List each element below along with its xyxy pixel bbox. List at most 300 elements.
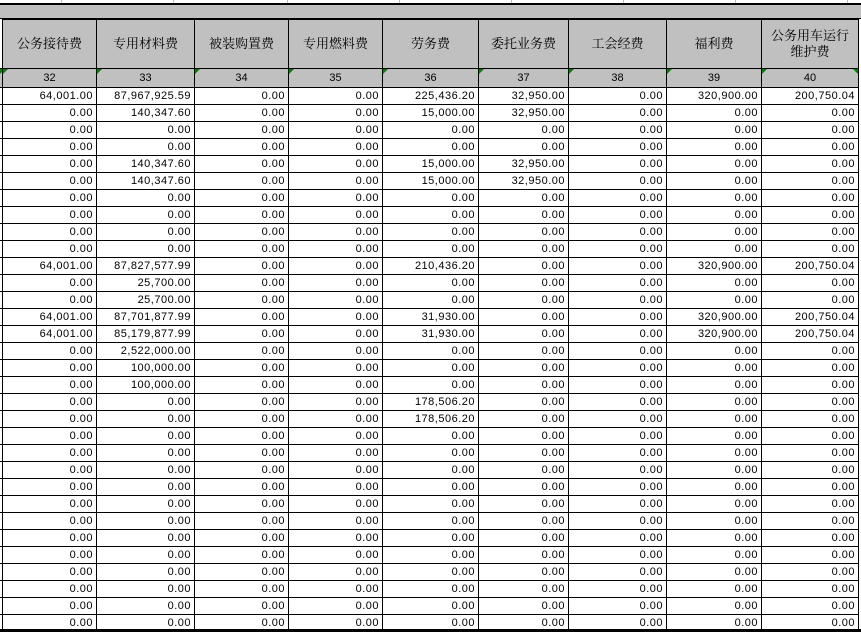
column-code-cell-40[interactable]: 40: [762, 69, 859, 88]
cell-r10-c38[interactable]: 0.00: [569, 241, 667, 258]
cell-r22-c36[interactable]: 0.00: [383, 445, 479, 462]
cell-r8-c34[interactable]: 0.00: [195, 207, 289, 224]
cell-r14-c34[interactable]: 0.00: [195, 309, 289, 326]
cell-r6-c32[interactable]: 0.00: [3, 173, 97, 190]
cell-r8-c38[interactable]: 0.00: [569, 207, 667, 224]
cell-r22-c38[interactable]: 0.00: [569, 445, 667, 462]
cell-r5-c35[interactable]: 0.00: [289, 156, 383, 173]
cell-r18-c40[interactable]: 0.00: [762, 377, 859, 394]
cell-r22-c35[interactable]: 0.00: [289, 445, 383, 462]
cell-r24-c32[interactable]: 0.00: [3, 479, 97, 496]
cell-r10-c32[interactable]: 0.00: [3, 241, 97, 258]
cell-r28-c32[interactable]: 0.00: [3, 547, 97, 564]
cell-r16-c33[interactable]: 2,522,000.00: [97, 343, 195, 360]
cell-r26-c35[interactable]: 0.00: [289, 513, 383, 530]
cell-r18-c37[interactable]: 0.00: [479, 377, 569, 394]
cell-r19-c34[interactable]: 0.00: [195, 394, 289, 411]
cell-r9-c35[interactable]: 0.00: [289, 224, 383, 241]
cell-r27-c32[interactable]: 0.00: [3, 530, 97, 547]
cell-r4-c38[interactable]: 0.00: [569, 139, 667, 156]
cell-r24-c38[interactable]: 0.00: [569, 479, 667, 496]
cell-r2-c40[interactable]: 0.00: [762, 105, 859, 122]
column-code-cell-38[interactable]: 38: [569, 69, 667, 88]
cell-r21-c36[interactable]: 0.00: [383, 428, 479, 445]
cell-r25-c32[interactable]: 0.00: [3, 496, 97, 513]
cell-r20-c39[interactable]: 0.00: [667, 411, 762, 428]
cell-r25-c36[interactable]: 0.00: [383, 496, 479, 513]
cell-r29-c34[interactable]: 0.00: [195, 564, 289, 581]
cell-r28-c34[interactable]: 0.00: [195, 547, 289, 564]
cell-r2-c32[interactable]: 0.00: [3, 105, 97, 122]
cell-r17-c36[interactable]: 0.00: [383, 360, 479, 377]
cell-r21-c35[interactable]: 0.00: [289, 428, 383, 445]
cell-r32-c40[interactable]: 0.00: [762, 615, 859, 632]
cell-r14-c39[interactable]: 320,900.00: [667, 309, 762, 326]
cell-r13-c35[interactable]: 0.00: [289, 292, 383, 309]
cell-r9-c32[interactable]: 0.00: [3, 224, 97, 241]
cell-r21-c32[interactable]: 0.00: [3, 428, 97, 445]
cell-r17-c40[interactable]: 0.00: [762, 360, 859, 377]
cell-r1-c40[interactable]: 200,750.04: [762, 88, 859, 105]
cell-r9-c39[interactable]: 0.00: [667, 224, 762, 241]
cell-r16-c38[interactable]: 0.00: [569, 343, 667, 360]
cell-r16-c35[interactable]: 0.00: [289, 343, 383, 360]
cell-r6-c39[interactable]: 0.00: [667, 173, 762, 190]
cell-r14-c32[interactable]: 64,001.00: [3, 309, 97, 326]
cell-r21-c37[interactable]: 0.00: [479, 428, 569, 445]
cell-r15-c39[interactable]: 320,900.00: [667, 326, 762, 343]
cell-r30-c32[interactable]: 0.00: [3, 581, 97, 598]
cell-r7-c34[interactable]: 0.00: [195, 190, 289, 207]
cell-r5-c33[interactable]: 140,347.60: [97, 156, 195, 173]
column-header-36[interactable]: 劳务费: [383, 19, 479, 69]
cell-r21-c38[interactable]: 0.00: [569, 428, 667, 445]
cell-r10-c35[interactable]: 0.00: [289, 241, 383, 258]
cell-r2-c33[interactable]: 140,347.60: [97, 105, 195, 122]
cell-r13-c38[interactable]: 0.00: [569, 292, 667, 309]
cell-r24-c33[interactable]: 0.00: [97, 479, 195, 496]
cell-r6-c37[interactable]: 32,950.00: [479, 173, 569, 190]
cell-r10-c39[interactable]: 0.00: [667, 241, 762, 258]
column-header-39[interactable]: 福利费: [667, 19, 762, 69]
cell-r32-c37[interactable]: 0.00: [479, 615, 569, 632]
cell-r19-c35[interactable]: 0.00: [289, 394, 383, 411]
cell-r18-c34[interactable]: 0.00: [195, 377, 289, 394]
cell-r7-c38[interactable]: 0.00: [569, 190, 667, 207]
cell-r17-c32[interactable]: 0.00: [3, 360, 97, 377]
cell-r30-c37[interactable]: 0.00: [479, 581, 569, 598]
column-header-32[interactable]: 公务接待费: [3, 19, 97, 69]
cell-r12-c34[interactable]: 0.00: [195, 275, 289, 292]
cell-r23-c36[interactable]: 0.00: [383, 462, 479, 479]
cell-r1-c37[interactable]: 32,950.00: [479, 88, 569, 105]
cell-r22-c32[interactable]: 0.00: [3, 445, 97, 462]
cell-r10-c33[interactable]: 0.00: [97, 241, 195, 258]
cell-r1-c35[interactable]: 0.00: [289, 88, 383, 105]
cell-r5-c37[interactable]: 32,950.00: [479, 156, 569, 173]
cell-r6-c36[interactable]: 15,000.00: [383, 173, 479, 190]
cell-r11-c32[interactable]: 64,001.00: [3, 258, 97, 275]
cell-r32-c32[interactable]: 0.00: [3, 615, 97, 632]
cell-r13-c33[interactable]: 25,700.00: [97, 292, 195, 309]
cell-r5-c38[interactable]: 0.00: [569, 156, 667, 173]
cell-r4-c39[interactable]: 0.00: [667, 139, 762, 156]
cell-r28-c38[interactable]: 0.00: [569, 547, 667, 564]
cell-r20-c35[interactable]: 0.00: [289, 411, 383, 428]
cell-r5-c40[interactable]: 0.00: [762, 156, 859, 173]
cell-r20-c40[interactable]: 0.00: [762, 411, 859, 428]
column-header-33[interactable]: 专用材料费: [97, 19, 195, 69]
cell-r28-c33[interactable]: 0.00: [97, 547, 195, 564]
cell-r10-c34[interactable]: 0.00: [195, 241, 289, 258]
cell-r19-c32[interactable]: 0.00: [3, 394, 97, 411]
column-code-cell-35[interactable]: 35: [289, 69, 383, 88]
cell-r20-c37[interactable]: 0.00: [479, 411, 569, 428]
cell-r22-c40[interactable]: 0.00: [762, 445, 859, 462]
column-code-cell-36[interactable]: 36: [383, 69, 479, 88]
cell-r11-c36[interactable]: 210,436.20: [383, 258, 479, 275]
cell-r3-c35[interactable]: 0.00: [289, 122, 383, 139]
cell-r30-c36[interactable]: 0.00: [383, 581, 479, 598]
cell-r1-c32[interactable]: 64,001.00: [3, 88, 97, 105]
cell-r31-c37[interactable]: 0.00: [479, 598, 569, 615]
cell-r24-c39[interactable]: 0.00: [667, 479, 762, 496]
cell-r17-c35[interactable]: 0.00: [289, 360, 383, 377]
cell-r5-c34[interactable]: 0.00: [195, 156, 289, 173]
cell-r12-c35[interactable]: 0.00: [289, 275, 383, 292]
cell-r11-c33[interactable]: 87,827,577.99: [97, 258, 195, 275]
cell-r25-c35[interactable]: 0.00: [289, 496, 383, 513]
cell-r12-c33[interactable]: 25,700.00: [97, 275, 195, 292]
cell-r26-c34[interactable]: 0.00: [195, 513, 289, 530]
cell-r26-c37[interactable]: 0.00: [479, 513, 569, 530]
cell-r23-c37[interactable]: 0.00: [479, 462, 569, 479]
cell-r28-c39[interactable]: 0.00: [667, 547, 762, 564]
cell-r3-c36[interactable]: 0.00: [383, 122, 479, 139]
cell-r11-c38[interactable]: 0.00: [569, 258, 667, 275]
cell-r21-c39[interactable]: 0.00: [667, 428, 762, 445]
cell-r1-c34[interactable]: 0.00: [195, 88, 289, 105]
cell-r17-c37[interactable]: 0.00: [479, 360, 569, 377]
cell-r4-c37[interactable]: 0.00: [479, 139, 569, 156]
cell-r31-c33[interactable]: 0.00: [97, 598, 195, 615]
cell-r24-c35[interactable]: 0.00: [289, 479, 383, 496]
cell-r1-c38[interactable]: 0.00: [569, 88, 667, 105]
cell-r26-c33[interactable]: 0.00: [97, 513, 195, 530]
cell-r32-c36[interactable]: 0.00: [383, 615, 479, 632]
cell-r30-c33[interactable]: 0.00: [97, 581, 195, 598]
cell-r9-c34[interactable]: 0.00: [195, 224, 289, 241]
cell-r15-c34[interactable]: 0.00: [195, 326, 289, 343]
cell-r9-c33[interactable]: 0.00: [97, 224, 195, 241]
cell-r11-c34[interactable]: 0.00: [195, 258, 289, 275]
column-code-cell-33[interactable]: 33: [97, 69, 195, 88]
cell-r17-c39[interactable]: 0.00: [667, 360, 762, 377]
cell-r29-c37[interactable]: 0.00: [479, 564, 569, 581]
cell-r26-c36[interactable]: 0.00: [383, 513, 479, 530]
cell-r7-c40[interactable]: 0.00: [762, 190, 859, 207]
cell-r15-c33[interactable]: 85,179,877.99: [97, 326, 195, 343]
cell-r32-c34[interactable]: 0.00: [195, 615, 289, 632]
cell-r10-c36[interactable]: 0.00: [383, 241, 479, 258]
cell-r23-c33[interactable]: 0.00: [97, 462, 195, 479]
cell-r27-c38[interactable]: 0.00: [569, 530, 667, 547]
cell-r28-c40[interactable]: 0.00: [762, 547, 859, 564]
cell-r20-c34[interactable]: 0.00: [195, 411, 289, 428]
cell-r2-c36[interactable]: 15,000.00: [383, 105, 479, 122]
cell-r8-c36[interactable]: 0.00: [383, 207, 479, 224]
cell-r15-c38[interactable]: 0.00: [569, 326, 667, 343]
cell-r32-c39[interactable]: 0.00: [667, 615, 762, 632]
cell-r6-c33[interactable]: 140,347.60: [97, 173, 195, 190]
cell-r30-c39[interactable]: 0.00: [667, 581, 762, 598]
cell-r7-c32[interactable]: 0.00: [3, 190, 97, 207]
cell-r20-c36[interactable]: 178,506.20: [383, 411, 479, 428]
cell-r23-c38[interactable]: 0.00: [569, 462, 667, 479]
cell-r8-c37[interactable]: 0.00: [479, 207, 569, 224]
cell-r23-c35[interactable]: 0.00: [289, 462, 383, 479]
cell-r12-c38[interactable]: 0.00: [569, 275, 667, 292]
cell-r19-c40[interactable]: 0.00: [762, 394, 859, 411]
cell-r28-c35[interactable]: 0.00: [289, 547, 383, 564]
cell-r6-c38[interactable]: 0.00: [569, 173, 667, 190]
cell-r12-c40[interactable]: 0.00: [762, 275, 859, 292]
cell-r11-c37[interactable]: 0.00: [479, 258, 569, 275]
cell-r23-c34[interactable]: 0.00: [195, 462, 289, 479]
cell-r7-c39[interactable]: 0.00: [667, 190, 762, 207]
cell-r5-c39[interactable]: 0.00: [667, 156, 762, 173]
cell-r9-c37[interactable]: 0.00: [479, 224, 569, 241]
column-code-cell-39[interactable]: 39: [667, 69, 762, 88]
cell-r30-c35[interactable]: 0.00: [289, 581, 383, 598]
cell-r29-c33[interactable]: 0.00: [97, 564, 195, 581]
cell-r13-c34[interactable]: 0.00: [195, 292, 289, 309]
column-code-cell-34[interactable]: 34: [195, 69, 289, 88]
cell-r19-c36[interactable]: 178,506.20: [383, 394, 479, 411]
cell-r12-c37[interactable]: 0.00: [479, 275, 569, 292]
column-header-35[interactable]: 专用燃料费: [289, 19, 383, 69]
cell-r22-c34[interactable]: 0.00: [195, 445, 289, 462]
cell-r30-c34[interactable]: 0.00: [195, 581, 289, 598]
cell-r16-c34[interactable]: 0.00: [195, 343, 289, 360]
cell-r25-c39[interactable]: 0.00: [667, 496, 762, 513]
cell-r6-c35[interactable]: 0.00: [289, 173, 383, 190]
cell-r25-c34[interactable]: 0.00: [195, 496, 289, 513]
cell-r19-c38[interactable]: 0.00: [569, 394, 667, 411]
cell-r9-c40[interactable]: 0.00: [762, 224, 859, 241]
cell-r31-c34[interactable]: 0.00: [195, 598, 289, 615]
cell-r14-c38[interactable]: 0.00: [569, 309, 667, 326]
cell-r6-c40[interactable]: 0.00: [762, 173, 859, 190]
cell-r24-c40[interactable]: 0.00: [762, 479, 859, 496]
cell-r14-c37[interactable]: 0.00: [479, 309, 569, 326]
cell-r11-c40[interactable]: 200,750.04: [762, 258, 859, 275]
cell-r18-c39[interactable]: 0.00: [667, 377, 762, 394]
cell-r3-c40[interactable]: 0.00: [762, 122, 859, 139]
cell-r31-c32[interactable]: 0.00: [3, 598, 97, 615]
cell-r13-c32[interactable]: 0.00: [3, 292, 97, 309]
cell-r13-c39[interactable]: 0.00: [667, 292, 762, 309]
cell-r20-c33[interactable]: 0.00: [97, 411, 195, 428]
cell-r8-c40[interactable]: 0.00: [762, 207, 859, 224]
cell-r11-c39[interactable]: 320,900.00: [667, 258, 762, 275]
cell-r21-c33[interactable]: 0.00: [97, 428, 195, 445]
cell-r24-c34[interactable]: 0.00: [195, 479, 289, 496]
column-header-40[interactable]: 公务用车运行维护费: [762, 19, 859, 69]
cell-r31-c39[interactable]: 0.00: [667, 598, 762, 615]
cell-r16-c40[interactable]: 0.00: [762, 343, 859, 360]
cell-r23-c32[interactable]: 0.00: [3, 462, 97, 479]
cell-r27-c39[interactable]: 0.00: [667, 530, 762, 547]
cell-r25-c37[interactable]: 0.00: [479, 496, 569, 513]
cell-r3-c33[interactable]: 0.00: [97, 122, 195, 139]
cell-r18-c33[interactable]: 100,000.00: [97, 377, 195, 394]
cell-r25-c33[interactable]: 0.00: [97, 496, 195, 513]
cell-r12-c36[interactable]: 0.00: [383, 275, 479, 292]
cell-r3-c34[interactable]: 0.00: [195, 122, 289, 139]
column-code-cell-37[interactable]: 37: [479, 69, 569, 88]
cell-r19-c37[interactable]: 0.00: [479, 394, 569, 411]
cell-r12-c32[interactable]: 0.00: [3, 275, 97, 292]
cell-r17-c38[interactable]: 0.00: [569, 360, 667, 377]
cell-r31-c40[interactable]: 0.00: [762, 598, 859, 615]
cell-r9-c38[interactable]: 0.00: [569, 224, 667, 241]
cell-r24-c36[interactable]: 0.00: [383, 479, 479, 496]
cell-r18-c35[interactable]: 0.00: [289, 377, 383, 394]
cell-r27-c34[interactable]: 0.00: [195, 530, 289, 547]
cell-r9-c36[interactable]: 0.00: [383, 224, 479, 241]
cell-r22-c37[interactable]: 0.00: [479, 445, 569, 462]
cell-r31-c38[interactable]: 0.00: [569, 598, 667, 615]
cell-r8-c39[interactable]: 0.00: [667, 207, 762, 224]
cell-r29-c32[interactable]: 0.00: [3, 564, 97, 581]
cell-r12-c39[interactable]: 0.00: [667, 275, 762, 292]
cell-r15-c37[interactable]: 0.00: [479, 326, 569, 343]
cell-r29-c39[interactable]: 0.00: [667, 564, 762, 581]
cell-r18-c36[interactable]: 0.00: [383, 377, 479, 394]
cell-r2-c35[interactable]: 0.00: [289, 105, 383, 122]
cell-r23-c40[interactable]: 0.00: [762, 462, 859, 479]
cell-r23-c39[interactable]: 0.00: [667, 462, 762, 479]
cell-r2-c34[interactable]: 0.00: [195, 105, 289, 122]
cell-r8-c32[interactable]: 0.00: [3, 207, 97, 224]
cell-r10-c37[interactable]: 0.00: [479, 241, 569, 258]
cell-r14-c40[interactable]: 200,750.04: [762, 309, 859, 326]
column-header-37[interactable]: 委托业务费: [479, 19, 569, 69]
cell-r25-c40[interactable]: 0.00: [762, 496, 859, 513]
cell-r17-c34[interactable]: 0.00: [195, 360, 289, 377]
cell-r7-c36[interactable]: 0.00: [383, 190, 479, 207]
cell-r7-c35[interactable]: 0.00: [289, 190, 383, 207]
cell-r26-c32[interactable]: 0.00: [3, 513, 97, 530]
cell-r1-c39[interactable]: 320,900.00: [667, 88, 762, 105]
cell-r8-c35[interactable]: 0.00: [289, 207, 383, 224]
cell-r27-c36[interactable]: 0.00: [383, 530, 479, 547]
cell-r16-c39[interactable]: 0.00: [667, 343, 762, 360]
cell-r18-c38[interactable]: 0.00: [569, 377, 667, 394]
cell-r3-c37[interactable]: 0.00: [479, 122, 569, 139]
cell-r13-c37[interactable]: 0.00: [479, 292, 569, 309]
cell-r20-c38[interactable]: 0.00: [569, 411, 667, 428]
cell-r22-c39[interactable]: 0.00: [667, 445, 762, 462]
cell-r26-c38[interactable]: 0.00: [569, 513, 667, 530]
cell-r4-c34[interactable]: 0.00: [195, 139, 289, 156]
cell-r16-c37[interactable]: 0.00: [479, 343, 569, 360]
cell-r8-c33[interactable]: 0.00: [97, 207, 195, 224]
cell-r28-c36[interactable]: 0.00: [383, 547, 479, 564]
cell-r28-c37[interactable]: 0.00: [479, 547, 569, 564]
cell-r2-c38[interactable]: 0.00: [569, 105, 667, 122]
cell-r3-c32[interactable]: 0.00: [3, 122, 97, 139]
cell-r18-c32[interactable]: 0.00: [3, 377, 97, 394]
cell-r7-c33[interactable]: 0.00: [97, 190, 195, 207]
cell-r3-c39[interactable]: 0.00: [667, 122, 762, 139]
cell-r31-c36[interactable]: 0.00: [383, 598, 479, 615]
cell-r4-c35[interactable]: 0.00: [289, 139, 383, 156]
cell-r27-c40[interactable]: 0.00: [762, 530, 859, 547]
cell-r27-c33[interactable]: 0.00: [97, 530, 195, 547]
cell-r2-c39[interactable]: 0.00: [667, 105, 762, 122]
cell-r4-c36[interactable]: 0.00: [383, 139, 479, 156]
cell-r3-c38[interactable]: 0.00: [569, 122, 667, 139]
cell-r26-c39[interactable]: 0.00: [667, 513, 762, 530]
cell-r16-c32[interactable]: 0.00: [3, 343, 97, 360]
cell-r32-c33[interactable]: 0.00: [97, 615, 195, 632]
cell-r25-c38[interactable]: 0.00: [569, 496, 667, 513]
cell-r24-c37[interactable]: 0.00: [479, 479, 569, 496]
merged-gray-band-row[interactable]: [0, 3, 861, 19]
column-header-38[interactable]: 工会经费: [569, 19, 667, 69]
column-header-34[interactable]: 被装购置费: [195, 19, 289, 69]
cell-r4-c33[interactable]: 0.00: [97, 139, 195, 156]
cell-r5-c36[interactable]: 15,000.00: [383, 156, 479, 173]
cell-r1-c36[interactable]: 225,436.20: [383, 88, 479, 105]
cell-r22-c33[interactable]: 0.00: [97, 445, 195, 462]
cell-r11-c35[interactable]: 0.00: [289, 258, 383, 275]
cell-r15-c35[interactable]: 0.00: [289, 326, 383, 343]
cell-r10-c40[interactable]: 0.00: [762, 241, 859, 258]
cell-r29-c35[interactable]: 0.00: [289, 564, 383, 581]
cell-r7-c37[interactable]: 0.00: [479, 190, 569, 207]
cell-r20-c32[interactable]: 0.00: [3, 411, 97, 428]
cell-r21-c34[interactable]: 0.00: [195, 428, 289, 445]
cell-r30-c38[interactable]: 0.00: [569, 581, 667, 598]
cell-r14-c35[interactable]: 0.00: [289, 309, 383, 326]
cell-r19-c39[interactable]: 0.00: [667, 394, 762, 411]
cell-r32-c38[interactable]: 0.00: [569, 615, 667, 632]
cell-r29-c40[interactable]: 0.00: [762, 564, 859, 581]
cell-r14-c33[interactable]: 87,701,877.99: [97, 309, 195, 326]
cell-r15-c32[interactable]: 64,001.00: [3, 326, 97, 343]
cell-r15-c36[interactable]: 31,930.00: [383, 326, 479, 343]
cell-r13-c40[interactable]: 0.00: [762, 292, 859, 309]
cell-r16-c36[interactable]: 0.00: [383, 343, 479, 360]
cell-r27-c37[interactable]: 0.00: [479, 530, 569, 547]
cell-r4-c32[interactable]: 0.00: [3, 139, 97, 156]
cell-r32-c35[interactable]: 0.00: [289, 615, 383, 632]
cell-r29-c36[interactable]: 0.00: [383, 564, 479, 581]
cell-r29-c38[interactable]: 0.00: [569, 564, 667, 581]
cell-r6-c34[interactable]: 0.00: [195, 173, 289, 190]
cell-r13-c36[interactable]: 0.00: [383, 292, 479, 309]
cell-r14-c36[interactable]: 31,930.00: [383, 309, 479, 326]
column-code-cell-32[interactable]: 32: [3, 69, 97, 88]
cell-r5-c32[interactable]: 0.00: [3, 156, 97, 173]
cell-r17-c33[interactable]: 100,000.00: [97, 360, 195, 377]
cell-r26-c40[interactable]: 0.00: [762, 513, 859, 530]
cell-r30-c40[interactable]: 0.00: [762, 581, 859, 598]
cell-r21-c40[interactable]: 0.00: [762, 428, 859, 445]
